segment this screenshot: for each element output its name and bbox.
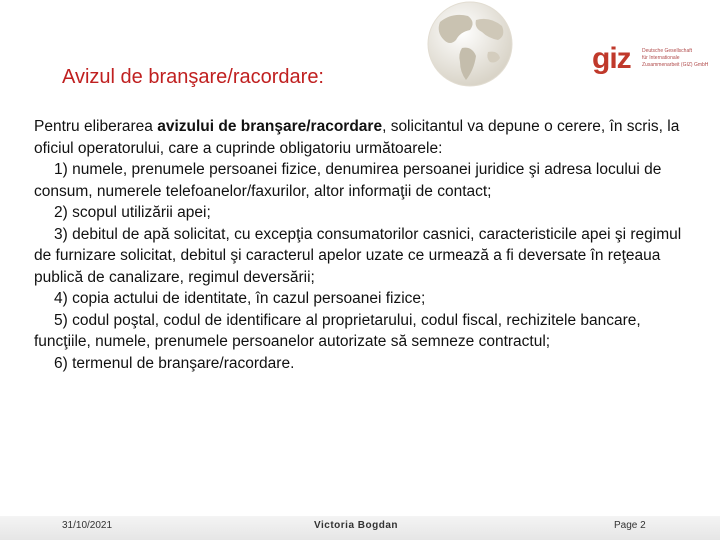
logo-line-2: für Internationale (642, 55, 680, 61)
intro-text-start: Pentru eliberarea (34, 118, 158, 135)
logo-line-3: Zusammenarbeit (GIZ) GmbH (642, 62, 709, 68)
footer-page-number: Page 2 (614, 520, 646, 531)
intro-text-bold: avizului de branşare/racordare (157, 118, 383, 135)
footer-author: Victoria Bogdan (314, 520, 398, 531)
footer-date: 31/10/2021 (62, 520, 113, 531)
logo-line-1: Deutsche Gesellschaft (642, 48, 693, 54)
intro-paragraph (34, 116, 684, 159)
logo-text (642, 48, 712, 69)
list-item-2: 2) scopul utilizării apei; (54, 204, 211, 221)
list-item-6: 6) termenul de branşare/racordare. (54, 354, 295, 372)
slide-body (34, 116, 684, 374)
slide-footer (0, 516, 720, 540)
slide-title: Avizul de branşare/racordare: (62, 66, 324, 88)
giz-logo (592, 44, 712, 80)
list-item-4: 4) copia actului de identitate, în cazul persoanei fizice; (54, 290, 426, 307)
globe-graphic (410, 0, 530, 96)
list-item-1: 1) numele, prenumele persoanei fizice, denumirea persoanei juridice şi adresa locului de consum, numerele telefoanelor/faxurilor, altor informaţii de contact; (34, 161, 662, 200)
list-item-5: 5) codul poştal, codul de identificare al proprietarului, codul fiscal, rechizitele bancare, funcţiile, numele, prenumele persoanelor autorizate să semneze contractul; (34, 311, 641, 350)
list-item-3: 3) debitul de apă solicitat, cu excepţia consumatorilor casnici, caracteristicile apei şi regimul de furnizare solicitat, debitul şi caracterul apelor uzate ce urmează a fi deversate în reţeaua publică de canalizare, regimul deversării; (34, 225, 682, 286)
intro-text-end: , solicitantul va depune o cerere, în scris, la oficiul operatorului, care a cuprinde obligatoriu următoarele: (34, 118, 680, 157)
logo-mark: giz (592, 42, 631, 75)
